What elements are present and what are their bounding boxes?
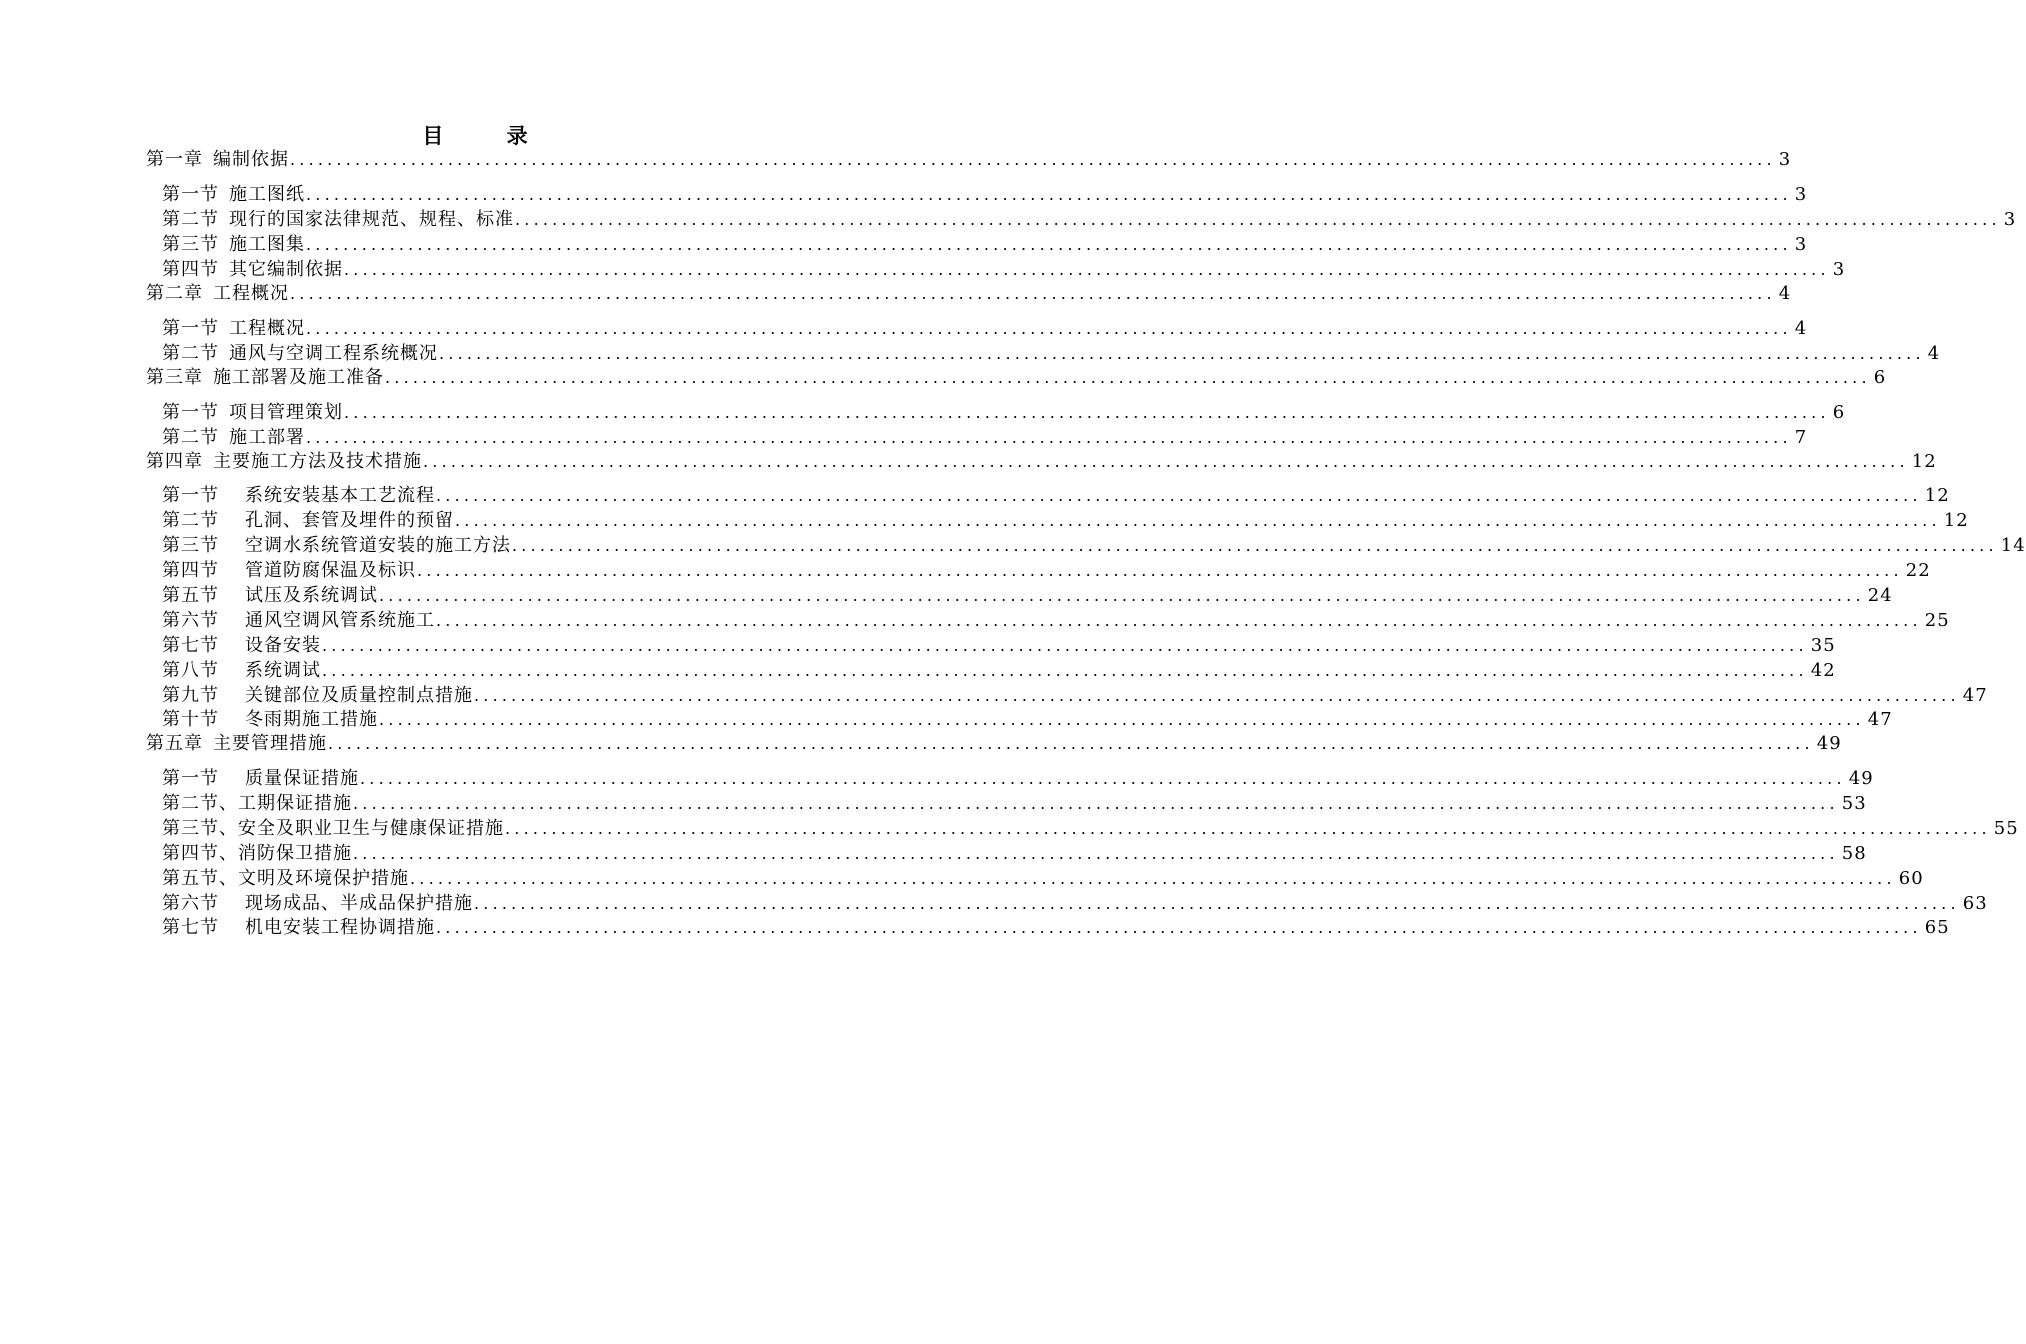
toc-entry-label — [162, 401, 343, 425]
toc-entry-title: 设备安装 — [245, 635, 321, 656]
toc-chapter-entry[interactable] — [146, 366, 1887, 390]
toc-entry-title: 其它编制依据 — [229, 259, 343, 280]
toc-entry-spacer — [219, 317, 229, 341]
toc-entry-label — [162, 842, 352, 866]
toc-dot-leader: ................................................................................................................................................................ — [306, 428, 1792, 447]
toc-dot-leader: ................................................................................................................................................................ — [423, 452, 1909, 471]
toc-dot-leader: ................................................................................................................................................................ — [455, 511, 1941, 530]
toc-entry-label — [162, 817, 504, 841]
toc-dot-leader: ................................................................................................................................................................ — [436, 486, 1922, 505]
toc-section-entry[interactable] — [162, 867, 1924, 891]
toc-entry-number: 第三章 — [146, 367, 203, 388]
toc-entry-label — [162, 584, 378, 608]
toc-page-number: 3 — [1832, 259, 1846, 280]
toc-entry-number: 第一节 — [162, 402, 219, 423]
toc-page-number: 55 — [1993, 818, 2019, 839]
toc-entry-spacer — [203, 732, 213, 756]
toc-entry-label — [162, 484, 435, 508]
toc-dot-leader: ................................................................................................................................................................ — [436, 918, 1922, 937]
toc-section-entry[interactable] — [162, 842, 1867, 866]
toc-entry-number: 第三节 — [162, 535, 219, 556]
toc-dot-leader: ................................................................................................................................................................ — [410, 869, 1896, 888]
toc-section-entry[interactable] — [162, 233, 1808, 257]
toc-dot-leader: ................................................................................................................................................................ — [436, 611, 1922, 630]
toc-section-entry[interactable] — [162, 609, 1950, 633]
toc-page-number: 53 — [1841, 793, 1867, 814]
toc-dot-leader: ................................................................................................................................................................ — [322, 636, 1808, 655]
toc-entry-label — [162, 767, 359, 791]
toc-entry-number: 第六节 — [162, 610, 219, 631]
toc-section-entry[interactable] — [162, 208, 2017, 232]
toc-entry-label — [162, 509, 454, 533]
toc-section-entry[interactable] — [162, 559, 1931, 583]
toc-page-number: 4 — [1778, 283, 1792, 304]
toc-entry-spacer — [219, 534, 245, 558]
toc-entry-number: 第一节 — [162, 318, 219, 339]
toc-entry-number: 第二节、 — [162, 793, 238, 814]
toc-entry-label — [162, 426, 305, 450]
toc-section-entry[interactable] — [162, 183, 1808, 207]
toc-entry-number: 第十节 — [162, 709, 219, 730]
toc-entry-title: 工程概况 — [229, 318, 305, 339]
toc-entry-label — [162, 317, 305, 341]
toc-entry-title: 空调水系统管道安装的施工方法 — [245, 535, 511, 556]
toc-entry-spacer — [203, 366, 213, 390]
toc-entry-label — [162, 708, 378, 732]
toc-section-entry[interactable] — [162, 634, 1836, 658]
toc-entry-label — [162, 342, 438, 366]
toc-entry-spacer — [219, 233, 229, 257]
toc-entry-spacer — [219, 509, 245, 533]
toc-page-number: 47 — [1962, 685, 1988, 706]
toc-entry-spacer — [219, 684, 245, 708]
toc-entry-title: 施工图纸 — [229, 184, 305, 205]
toc-entry-label — [162, 892, 473, 916]
toc-page-number: 3 — [1778, 149, 1792, 170]
toc-entry-title: 编制依据 — [213, 149, 289, 170]
toc-section-entry[interactable] — [162, 659, 1836, 683]
toc-section-entry[interactable] — [162, 684, 1988, 708]
toc-dot-leader: ................................................................................................................................................................ — [417, 561, 1903, 580]
toc-entry-number: 第三节 — [162, 234, 219, 255]
toc-page-number: 49 — [1848, 768, 1874, 789]
toc-entry-number: 第六节 — [162, 893, 219, 914]
toc-entry-spacer — [219, 401, 229, 425]
toc-dot-leader: ................................................................................................................................................................ — [474, 686, 1960, 705]
toc-entry-label — [162, 183, 305, 207]
toc-entry-title: 施工部署及施工准备 — [213, 367, 384, 388]
toc-entry-spacer — [203, 282, 213, 306]
toc-chapter-entry[interactable] — [146, 148, 1792, 172]
toc-entry-title: 文明及环境保护措施 — [238, 868, 409, 889]
toc-page-number: 42 — [1810, 660, 1836, 681]
toc-page-number: 35 — [1810, 635, 1836, 656]
toc-entry-title: 质量保证措施 — [245, 768, 359, 789]
toc-entry-label — [162, 559, 416, 583]
toc-entry-number: 第一节 — [162, 184, 219, 205]
toc-entry-label — [162, 792, 352, 816]
toc-section-entry[interactable] — [162, 792, 1867, 816]
toc-entry-spacer — [219, 484, 245, 508]
toc-page-number: 7 — [1794, 427, 1808, 448]
toc-page-number: 49 — [1816, 733, 1842, 754]
toc-entry-spacer — [203, 450, 213, 474]
toc-entry-number: 第二节 — [162, 510, 219, 531]
toc-entry-title: 孔洞、套管及埋件的预留 — [245, 510, 454, 531]
toc-page-number: 47 — [1867, 709, 1893, 730]
toc-entry-number: 第七节 — [162, 917, 219, 938]
toc-dot-leader: ................................................................................................................................................................ — [306, 319, 1792, 338]
toc-page-number: 14 — [2000, 535, 2026, 556]
toc-entry-title: 项目管理策划 — [229, 402, 343, 423]
toc-entry-number: 第七节 — [162, 635, 219, 656]
toc-dot-leader: ................................................................................................................................................................ — [439, 344, 1925, 363]
toc-entry-spacer — [219, 584, 245, 608]
toc-entry-number: 第二节 — [162, 343, 219, 364]
toc-entry-title: 现场成品、半成品保护措施 — [245, 893, 473, 914]
toc-entry-spacer — [203, 148, 213, 172]
toc-entry-label — [146, 732, 327, 756]
toc-chapter-entry[interactable] — [146, 282, 1792, 306]
toc-entry-title: 消防保卫措施 — [238, 843, 352, 864]
toc-entry-spacer — [219, 708, 245, 732]
toc-page-number: 25 — [1924, 610, 1950, 631]
toc-page-number: 3 — [1794, 234, 1808, 255]
toc-entry-number: 第二章 — [146, 283, 203, 304]
toc-entry-label — [162, 867, 409, 891]
toc-entry-spacer — [219, 916, 245, 940]
toc-section-entry[interactable] — [162, 258, 1846, 282]
toc-entry-title: 试压及系统调试 — [245, 585, 378, 606]
toc-entry-number: 第一节 — [162, 768, 219, 789]
toc-entry-spacer — [219, 609, 245, 633]
toc-entry-label — [162, 233, 305, 257]
toc-page-number: 4 — [1794, 318, 1808, 339]
toc-dot-leader: ................................................................................................................................................................ — [505, 819, 1991, 838]
toc-dot-leader: ................................................................................................................................................................ — [515, 210, 2001, 229]
toc-entry-title: 机电安装工程协调措施 — [245, 917, 435, 938]
toc-entry-number: 第五节 — [162, 585, 219, 606]
toc-entry-spacer — [219, 258, 229, 282]
toc-entry-title: 通风空调风管系统施工 — [245, 610, 435, 631]
toc-entry-number: 第九节 — [162, 685, 219, 706]
toc-entry-number: 第二节 — [162, 209, 219, 230]
toc-entry-number: 第四章 — [146, 451, 203, 472]
toc-entry-spacer — [219, 208, 229, 232]
toc-entry-spacer — [219, 342, 229, 366]
toc-dot-leader: ................................................................................................................................................................ — [290, 150, 1776, 169]
toc-entry-number: 第四节 — [162, 259, 219, 280]
toc-section-entry[interactable] — [162, 916, 1950, 940]
toc-entry-spacer — [219, 183, 229, 207]
toc-page-number: 3 — [1794, 184, 1808, 205]
toc-section-entry[interactable] — [162, 767, 1874, 791]
toc-dot-leader: ................................................................................................................................................................ — [344, 260, 1830, 279]
toc-dot-leader: ................................................................................................................................................................ — [306, 235, 1792, 254]
toc-entry-number: 第四节 — [162, 560, 219, 581]
toc-entry-label — [146, 282, 289, 306]
toc-page-number: 12 — [1924, 485, 1950, 506]
toc-entry-title: 安全及职业卫生与健康保证措施 — [238, 818, 504, 839]
toc-section-entry[interactable] — [162, 342, 1941, 366]
toc-section-entry[interactable] — [162, 534, 2026, 558]
toc-entry-number: 第五节、 — [162, 868, 238, 889]
toc-entry-title: 系统安装基本工艺流程 — [245, 485, 435, 506]
toc-page-number: 60 — [1898, 868, 1924, 889]
toc-section-entry[interactable] — [162, 401, 1846, 425]
toc-entry-spacer — [219, 426, 229, 450]
toc-entry-label — [162, 916, 435, 940]
toc-entry-number: 第一节 — [162, 485, 219, 506]
toc-dot-leader: ................................................................................................................................................................ — [328, 734, 1814, 753]
toc-section-entry[interactable] — [162, 892, 1988, 916]
toc-entry-title: 施工部署 — [229, 427, 305, 448]
toc-entry-spacer — [219, 659, 245, 683]
toc-entry-label — [146, 366, 384, 390]
toc-entry-number: 第二节 — [162, 427, 219, 448]
toc-entry-spacer — [219, 767, 245, 791]
toc-title: 目 录 — [422, 123, 556, 148]
toc-dot-leader: ................................................................................................................................................................ — [360, 769, 1846, 788]
toc-dot-leader: ................................................................................................................................................................ — [306, 185, 1792, 204]
toc-dot-leader: ................................................................................................................................................................ — [379, 710, 1865, 729]
toc-entry-label — [162, 609, 435, 633]
toc-entry-number: 第三节、 — [162, 818, 238, 839]
toc-section-entry[interactable] — [162, 317, 1808, 341]
toc-entry-title: 关键部位及质量控制点措施 — [245, 685, 473, 706]
toc-section-entry[interactable] — [162, 484, 1950, 508]
toc-page-number: 63 — [1962, 893, 1988, 914]
toc-section-entry[interactable] — [162, 708, 1893, 732]
toc-page-number: 58 — [1841, 843, 1867, 864]
toc-entry-label — [162, 208, 514, 232]
toc-dot-leader: ................................................................................................................................................................ — [353, 844, 1839, 863]
toc-entry-number: 第一章 — [146, 149, 203, 170]
toc-entry-title: 通风与空调工程系统概况 — [229, 343, 438, 364]
toc-entry-number: 第四节、 — [162, 843, 238, 864]
toc-dot-leader: ................................................................................................................................................................ — [512, 536, 1998, 555]
toc-page-number: 24 — [1867, 585, 1893, 606]
toc-dot-leader: ................................................................................................................................................................ — [474, 894, 1960, 913]
toc-entry-label — [162, 634, 321, 658]
toc-chapter-entry[interactable] — [146, 450, 1937, 474]
toc-entry-number: 第八节 — [162, 660, 219, 681]
toc-entry-title: 施工图集 — [229, 234, 305, 255]
toc-entry-label — [162, 659, 321, 683]
toc-entry-spacer — [219, 634, 245, 658]
toc-section-entry[interactable] — [162, 509, 1969, 533]
toc-chapter-entry[interactable] — [146, 732, 1842, 756]
toc-entry-title: 主要施工方法及技术措施 — [213, 451, 422, 472]
toc-entry-label — [146, 148, 289, 172]
toc-entry-title: 工期保证措施 — [238, 793, 352, 814]
toc-entry-title: 冬雨期施工措施 — [245, 709, 378, 730]
toc-page-number: 22 — [1905, 560, 1931, 581]
toc-entry-number: 第五章 — [146, 733, 203, 754]
toc-page-number: 6 — [1873, 367, 1887, 388]
toc-dot-leader: ................................................................................................................................................................ — [344, 403, 1830, 422]
toc-section-entry[interactable] — [162, 817, 2019, 841]
toc-entry-title: 管道防腐保温及标识 — [245, 560, 416, 581]
toc-entry-label — [146, 450, 422, 474]
toc-entry-title: 系统调试 — [245, 660, 321, 681]
toc-dot-leader: ................................................................................................................................................................ — [290, 284, 1776, 303]
toc-section-entry[interactable] — [162, 426, 1808, 450]
toc-entry-spacer — [219, 559, 245, 583]
toc-page-number: 4 — [1927, 343, 1941, 364]
toc-entry-label — [162, 534, 511, 558]
toc-dot-leader: ................................................................................................................................................................ — [379, 586, 1865, 605]
toc-entry-label — [162, 684, 473, 708]
toc-entry-title: 工程概况 — [213, 283, 289, 304]
toc-entry-title: 主要管理措施 — [213, 733, 327, 754]
toc-page-number: 12 — [1943, 510, 1969, 531]
toc-page-number: 6 — [1832, 402, 1846, 423]
toc-page-number: 65 — [1924, 917, 1950, 938]
toc-page-number: 3 — [2003, 209, 2017, 230]
toc-section-entry[interactable] — [162, 584, 1893, 608]
toc-entry-label — [162, 258, 343, 282]
toc-dot-leader: ................................................................................................................................................................ — [353, 794, 1839, 813]
toc-entry-spacer — [219, 892, 245, 916]
toc-dot-leader: ................................................................................................................................................................ — [322, 661, 1808, 680]
toc-dot-leader: ................................................................................................................................................................ — [385, 368, 1871, 387]
toc-page-number: 12 — [1911, 451, 1937, 472]
toc-entry-title: 现行的国家法律规范、规程、标准 — [229, 209, 514, 230]
